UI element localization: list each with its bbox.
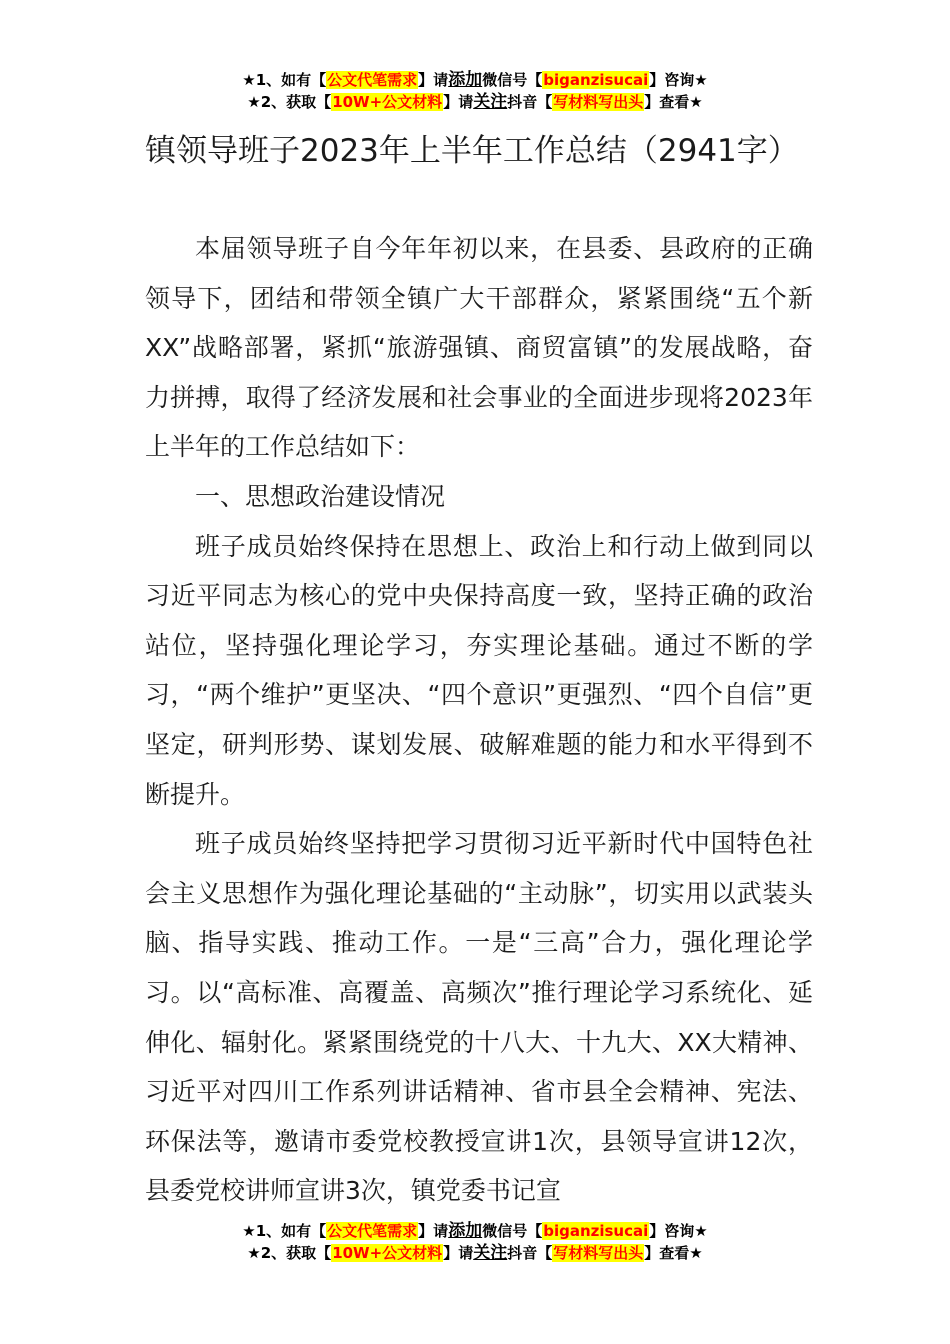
intro-paragraph: 本届领导班子自今年年初以来，在县委、县政府的正确领导下，团结和带领全镇广大干部群众，紧紧围绕“五个新XX”战略部署，紧抓“旅游强镇、商贸富镇”的发展战略，奋力拼搏，取得了经济发展和社会事业的全面进步现将2023年上半年的工作总结如下：: [145, 234, 813, 462]
document-title: 镇领导班子2023年上半年工作总结（2941字）: [145, 133, 799, 169]
promo-line-1: ★1、如有【公文代笔需求】请添加微信号【biganzisucai】咨询★: [242, 1221, 708, 1241]
promo-line-2: ★2、获取【10W+公文材料】请关注抖音【写材料写出头】查看★: [247, 92, 703, 112]
promo-highlight: 公文代笔需求: [327, 71, 418, 89]
promo-highlight: 公文代笔需求: [327, 1222, 418, 1240]
promo-highlight: 写材料写出头: [553, 93, 644, 111]
document-body: [145, 224, 813, 1216]
promo-line-1: ★1、如有【公文代笔需求】请添加微信号【biganzisucai】咨询★: [242, 70, 708, 90]
promo-highlight: 写材料写出头: [553, 1244, 644, 1262]
promo-highlight: biganzisucai: [543, 1222, 649, 1240]
promo-banner-top: [0, 69, 950, 113]
body-paragraph: 班子成员始终保持在思想上、政治上和行动上做到同以习近平同志为核心的党中央保持高度一致，坚持正确的政治站位，坚持强化理论学习，夯实理论基础。通过不断的学习，“两个维护”更坚决、“四个意识”更强烈、“四个自信”更坚定，研判形势、谋划发展、破解难题的能力和水平得到不断提升。: [145, 531, 813, 809]
body-paragraph: 班子成员始终坚持把学习贯彻习近平新时代中国特色社会主义思想作为强化理论基础的“主动脉”，切实用以武装头脑、指导实践、推动工作。一是“三高”合力，强化理论学习。以“高标准、高覆盖、高频次”推行理论学习系统化、延伸化、辐射化。紧紧围绕党的十八大、十九大、XX大精神、习近平对四川工作系列讲话精神、省市县全会精神、宪法、环保法等，邀请市委党校教授宣讲1次，县领导宣讲12次，县委党校讲师宣讲3次，镇党委书记宣: [145, 829, 813, 1206]
promo-banner-bottom: [0, 1220, 950, 1264]
promo-line-2: ★2、获取【10W+公文材料】请关注抖音【写材料写出头】查看★: [247, 1243, 703, 1263]
section-heading: 一、思想政治建设情况: [195, 481, 446, 511]
promo-highlight: biganzisucai: [543, 71, 649, 89]
promo-highlight: 10W+公文材料: [332, 1244, 443, 1262]
promo-highlight: 10W+公文材料: [332, 93, 443, 111]
